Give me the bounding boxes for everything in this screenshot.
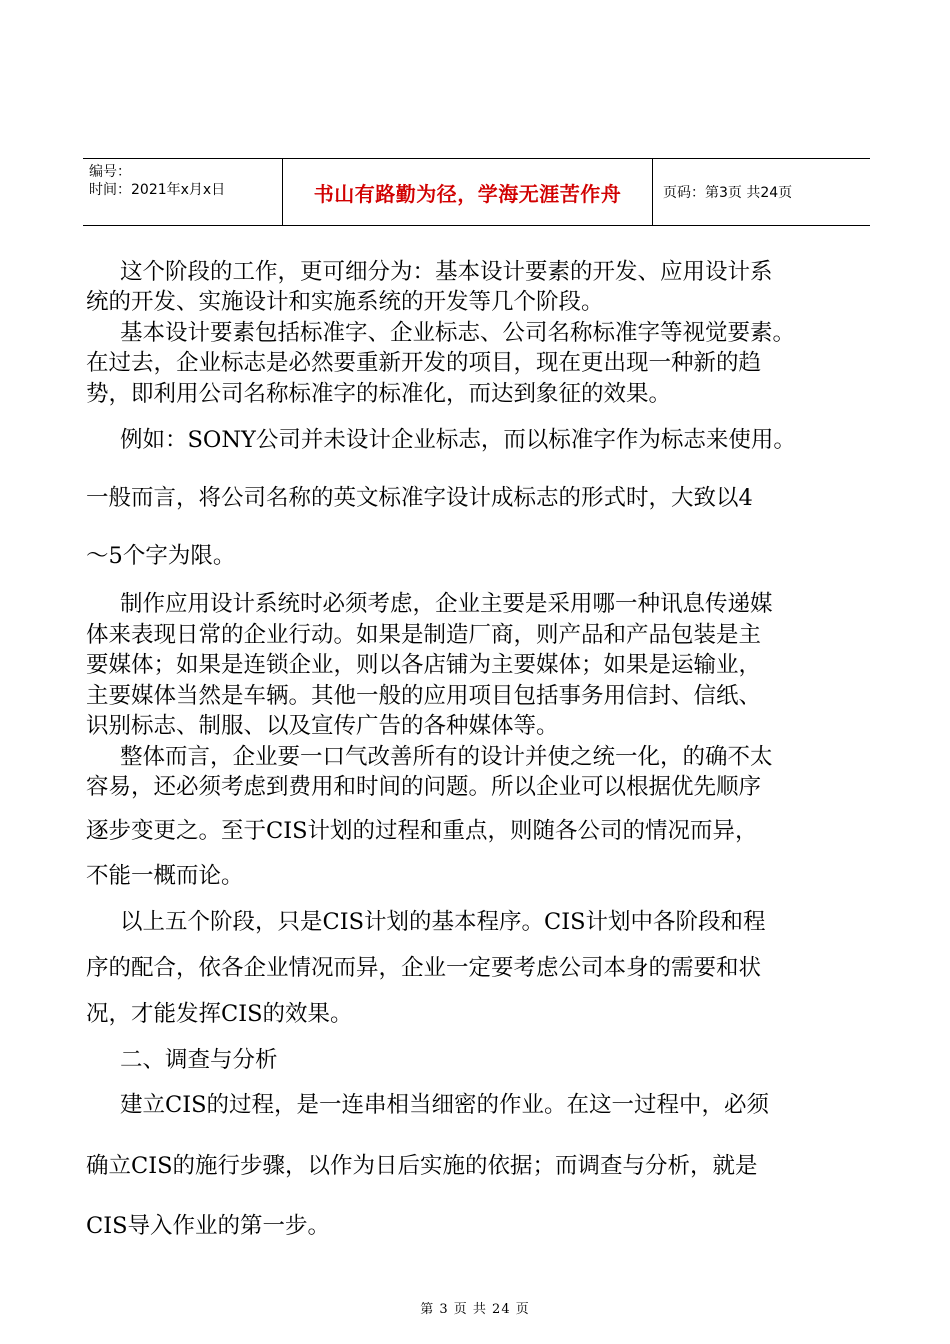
page-footer: 第 3 页 共 24 页 [420, 1302, 530, 1317]
body-line: CIS导入作业的第一步。 [86, 1213, 331, 1239]
body-line: 建立CIS的过程，是一连串相当细密的作业。在这一过程中，必须 [120, 1092, 770, 1118]
body-line: 容易，还必须考虑到费用和时间的问题。所以企业可以根据优先顺序 [86, 774, 762, 800]
body-line: 整体而言，企业要一口气改善所有的设计并使之统一化，的确不太 [120, 744, 773, 770]
body-line: 逐步变更之。至于CIS计划的过程和重点，则随各公司的情况而异， [86, 818, 758, 844]
body-line: 在过去，企业标志是必然要重新开发的项目，现在更出现一种新的趋 [86, 350, 762, 376]
header-meta [83, 159, 283, 225]
body-line: 不能一概而论。 [86, 863, 244, 889]
body-line: 统的开发、实施设计和实施系统的开发等几个阶段。 [86, 289, 604, 315]
body-line: 要媒体；如果是连锁企业，则以各店铺为主要媒体；如果是运输业， [86, 652, 762, 678]
document-time-label: 时间：2021年x月x日 [89, 182, 226, 198]
header-page-label: 页码：第3页 共24页 [663, 185, 793, 201]
body-line: 体来表现日常的企业行动。如果是制造厂商，则产品和产品包装是主 [86, 622, 762, 648]
body-line: 例如：SONY公司并未设计企业标志，而以标准字作为标志来使用。 [120, 427, 796, 453]
body-line: 一般而言，将公司名称的英文标准字设计成标志的形式时，大致以4 [86, 485, 753, 511]
body-line: 基本设计要素包括标准字、企业标志、公司名称标准字等视觉要素。 [120, 320, 796, 346]
body-line: 制作应用设计系统时必须考虑，企业主要是采用哪一种讯息传递媒 [120, 591, 773, 617]
section-heading: 二、调查与分析 [120, 1047, 278, 1073]
body-line: 势，即利用公司名称标准字的标准化，而达到象征的效果。 [86, 381, 672, 407]
body-line: 序的配合，依各企业情况而异，企业一定要考虑公司本身的需要和状 [86, 955, 762, 981]
body-line: 识别标志、制服、以及宣传广告的各种媒体等。 [86, 713, 559, 739]
header-motto: 书山有路勤为径，学海无涯苦作舟 [283, 159, 653, 225]
body-line: 这个阶段的工作，更可细分为：基本设计要素的开发、应用设计系 [120, 259, 773, 285]
body-line: ～5个字为限。 [86, 543, 236, 569]
document-number-label: 编号： [89, 164, 131, 180]
body-line: 况，才能发挥CIS的效果。 [86, 1001, 353, 1027]
body-line: 确立CIS的施行步骤，以作为日后实施的依据；而调查与分析，就是 [86, 1153, 758, 1179]
header-table [83, 158, 870, 226]
body-line: 以上五个阶段，只是CIS计划的基本程序。CIS计划中各阶段和程 [120, 909, 766, 935]
body-line: 主要媒体当然是车辆。其他一般的应用项目包括事务用信封、信纸、 [86, 683, 762, 709]
